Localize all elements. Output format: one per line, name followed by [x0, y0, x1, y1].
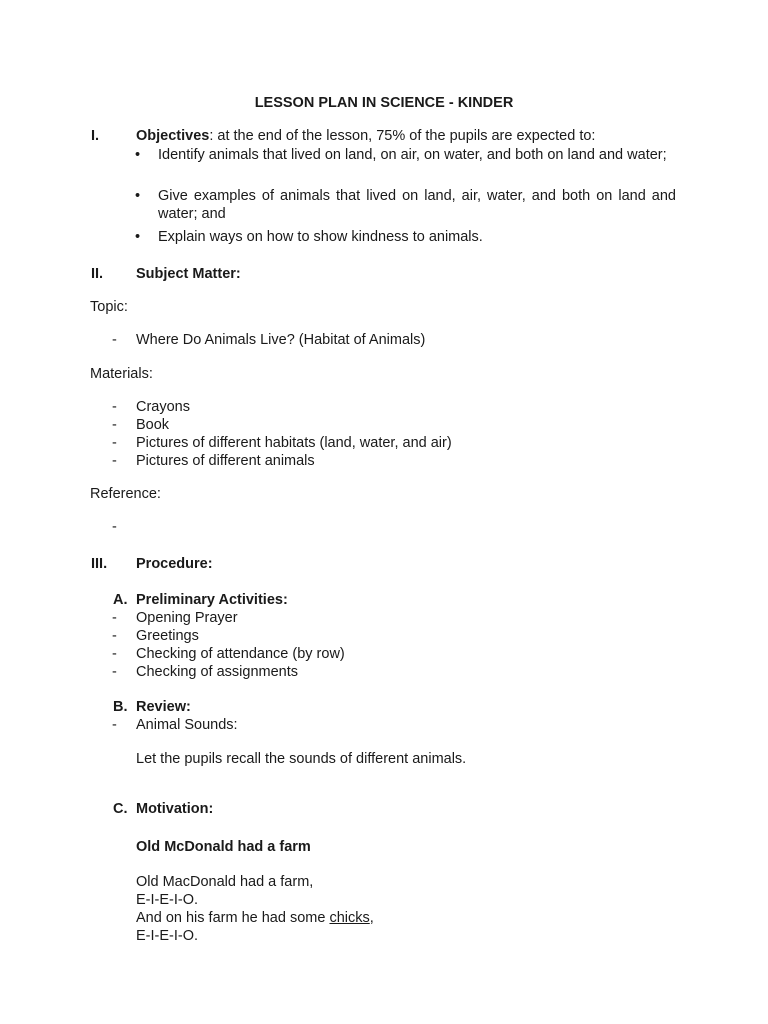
objectives-heading: Objectives [136, 128, 210, 144]
preliminary-item: Opening Prayer [136, 610, 238, 626]
dash-marker: - [112, 519, 117, 535]
dash-marker: - [112, 332, 117, 348]
lyric-line: E-I-E-I-O. [136, 892, 199, 908]
lyric-text: And on his farm he had some [136, 910, 330, 926]
subsection-letter: C. [113, 801, 128, 817]
review-item: Animal Sounds: [136, 717, 238, 733]
dash-marker: - [112, 610, 117, 626]
lyric-line [136, 909, 374, 927]
dash-marker: - [112, 628, 117, 644]
section-numeral-subject-matter: II. [91, 266, 104, 282]
materials-item: Crayons [136, 399, 190, 415]
bullet-glyph: • [135, 229, 141, 245]
page-title: LESSON PLAN IN SCIENCE - KINDER [254, 95, 514, 111]
preliminary-heading: Preliminary Activities: [136, 592, 288, 608]
procedure-heading: Procedure: [136, 556, 213, 572]
topic-label: Topic: [90, 299, 128, 315]
dash-marker: - [112, 453, 117, 469]
subsection-letter: B. [113, 699, 128, 715]
materials-item: Pictures of different habitats (land, water, and air) [136, 435, 452, 451]
bullet-glyph: • [135, 188, 141, 204]
dash-marker: - [112, 435, 117, 451]
dash-marker: - [112, 664, 117, 680]
dash-marker: - [112, 717, 117, 733]
lyric-line: E-I-E-I-O. [136, 928, 199, 944]
dash-marker: - [112, 646, 117, 662]
lyric-text: , [369, 910, 374, 926]
objectives-intro-line [136, 127, 595, 145]
objectives-intro: : at the end of the lesson, 75% of the pupils are expected to: [209, 128, 596, 144]
bullet-glyph: • [135, 147, 141, 163]
dash-marker: - [112, 399, 117, 415]
preliminary-item: Checking of attendance (by row) [136, 646, 345, 662]
lyric-line: Old MacDonald had a farm, [136, 874, 314, 890]
song-title: Old McDonald had a farm [136, 839, 311, 855]
preliminary-item: Checking of assignments [136, 664, 298, 680]
objective-item: Give examples of animals that lived on land, air, water, and both on land and water; and [158, 188, 676, 222]
reference-label: Reference: [90, 486, 161, 502]
topic-item: Where Do Animals Live? (Habitat of Animals) [136, 332, 426, 348]
materials-item: Pictures of different animals [136, 453, 315, 469]
subsection-letter: A. [113, 592, 128, 608]
motivation-heading: Motivation: [136, 801, 214, 817]
subject-matter-heading: Subject Matter: [136, 266, 241, 282]
section-numeral-procedure: III. [91, 556, 108, 572]
materials-item: Book [136, 417, 170, 433]
objective-item: Explain ways on how to show kindness to animals. [158, 229, 483, 245]
review-heading: Review: [136, 699, 191, 715]
materials-label: Materials: [90, 366, 153, 382]
preliminary-item: Greetings [136, 628, 199, 644]
objective-item: Identify animals that lived on land, on air, on water, and both on land and water; [158, 147, 667, 163]
lyric-underlined-word: chicks [329, 910, 370, 926]
section-numeral-objectives: I. [91, 128, 100, 144]
review-note: Let the pupils recall the sounds of different animals. [136, 751, 467, 767]
dash-marker: - [112, 417, 117, 433]
